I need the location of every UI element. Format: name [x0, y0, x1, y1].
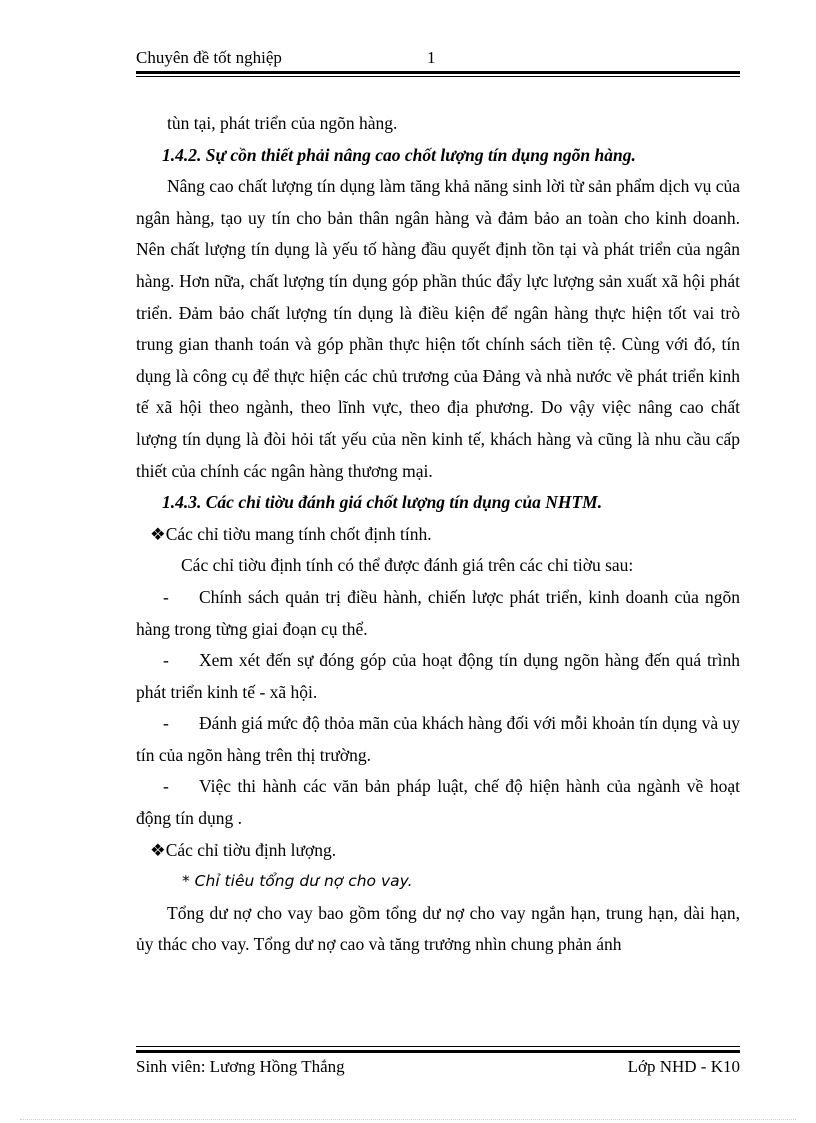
dash-item-text: Đánh giá mức độ thỏa mãn của khách hàng đối với mỗi khoản tín dụng và uy tín của ngõn hàng trên thị trường. [136, 713, 740, 765]
dash-item-management-policy [136, 582, 740, 645]
page-footer [136, 1057, 740, 1079]
dash-marker: - [163, 650, 169, 671]
dash-item-compliance [136, 771, 740, 834]
paragraph-total-loans: Tổng dư nợ cho vay bao gồm tổng dư nợ cho vay ngắn hạn, trung hạn, dài hạn, ủy thác cho vay. Tổng dư nợ cao và tăng trưởng nhìn chung phản ánh [136, 902, 740, 955]
dash-item-text: Xem xét đến sự đóng góp của hoạt động tín dụng ngõn hàng đến quá trình phát triển kinh tế - xã hội. [136, 650, 740, 702]
page-bottom-dotted-line [20, 1119, 796, 1120]
page-header [136, 48, 740, 70]
dash-item-text: Việc thi hành các văn bản pháp luật, chế độ hiện hành của ngành về hoạt động tín dụng . [136, 776, 740, 829]
bullet-qualitative-criteria: ❖Các chỉ tiờu mang tính chốt định tính. [150, 523, 432, 544]
footer-student-name: Sinh viên: Lương Hồng Thắng [136, 1057, 345, 1076]
dash-item-text: Chính sách quản trị điều hành, chiến lược phát triển, kinh doanh của ngõn hàng trong từng giai đoạn cụ thể. [136, 586, 740, 639]
subheading-total-loans: * Chỉ tiêu tổng dư nợ cho vay. [182, 872, 413, 891]
dash-item-contribution [136, 645, 740, 708]
document-body [136, 108, 740, 961]
dash-marker: - [163, 713, 169, 734]
section-heading-1-4-3: 1.4.3. Các chỉ tiờu đánh giá chốt lượng tín dụng của NHTM. [162, 492, 603, 513]
header-rule-thin [136, 76, 740, 77]
header-title: Chuyên đề tốt nghiệp [136, 48, 282, 67]
dash-marker: - [163, 776, 169, 797]
footer-rule-thin [136, 1046, 740, 1047]
bullet-quantitative-criteria: ❖Các chỉ tiờu định lượng. [150, 839, 337, 860]
section-heading-1-4-2: 1.4.2. Sự cồn thiết phải nâng cao chốt lượng tín dụng ngõn hàng. [162, 144, 636, 165]
paragraph-quality-importance: Nâng cao chất lượng tín dụng làm tăng khả năng sinh lời từ sản phẩm dịch vụ của ngân hàng, tạo uy tín cho bản thân ngân hàng và đảm bảo an toàn cho kinh doanh. Nên chất lượng tín dụng là yếu tố hàng đầu quyết định tồn tại và phát triển của ngân hàng. Hơn nữa, chất lượng tín dụng góp phần thúc đẩy lực lượng sản xuất xã hội phát triển. Đảm bảo chất lượng tín dụng là điều kiện để ngân hàng thực hiện tốt vai trò trung gian thanh toán và góp phần thực hiện tốt chính sách tiền tệ. Cùng với đó, tín dụng là công cụ để thực hiện các chủ trương của Đảng và nhà nước về phát triển kinh tế xã hội theo ngành, theo lĩnh vực, theo địa phương. Do vậy việc nâng cao chất lượng tín dụng là đòi hỏi tất yếu của nền kinh tế, khách hàng và cũng là nhu cầu cấp thiết của chính các ngân hàng thương mại. [136, 176, 740, 481]
paragraph-qualitative-intro: Các chỉ tiờu định tính có thể được đánh giá trên các chỉ tiờu sau: [181, 555, 634, 576]
dash-marker: - [163, 586, 169, 607]
page-number: 1 [427, 48, 436, 67]
paragraph-continuation: tùn tại, phát triển của ngõn hàng. [167, 113, 398, 133]
footer-class: Lớp NHD - K10 [627, 1057, 740, 1076]
footer-rule-thick [136, 1050, 740, 1053]
dash-item-satisfaction [136, 708, 740, 771]
header-rule-thick [136, 71, 740, 74]
